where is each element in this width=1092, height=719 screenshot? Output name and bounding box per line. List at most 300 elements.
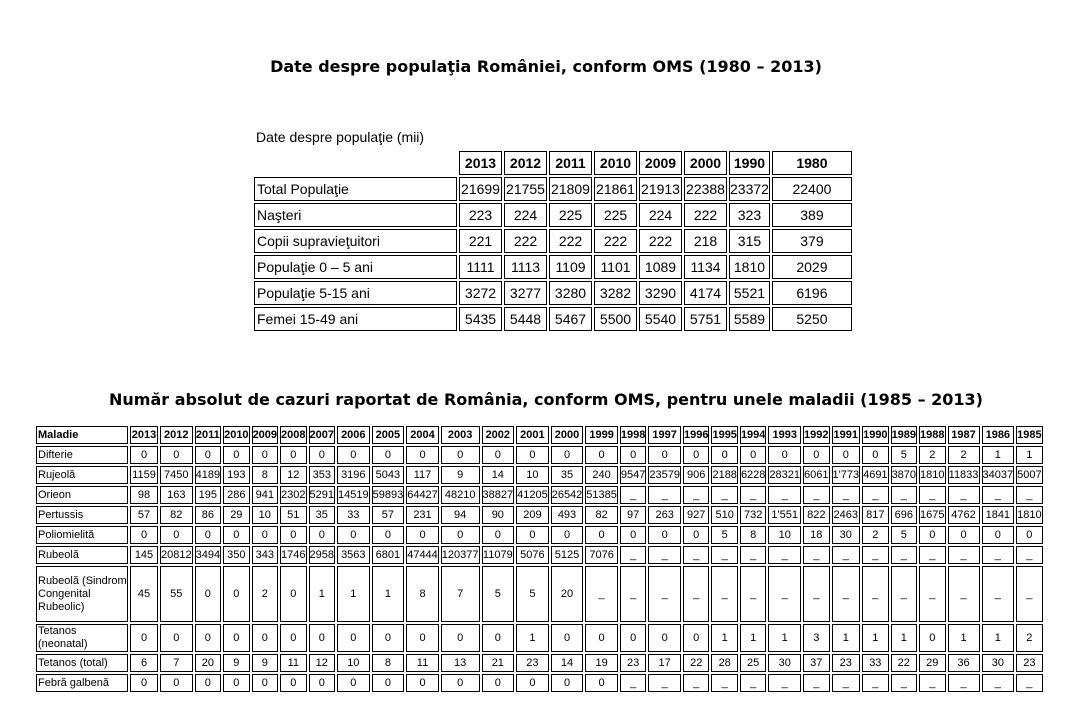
disease-cell: 0 bbox=[585, 674, 618, 692]
disease-cell: 5291 bbox=[309, 486, 335, 504]
disease-cell: 82 bbox=[585, 506, 618, 524]
population-cell: 21755 bbox=[504, 177, 547, 201]
disease-cell: 0 bbox=[516, 674, 549, 692]
disease-cell: 1 bbox=[982, 624, 1015, 652]
disease-cell: 696 bbox=[891, 506, 917, 524]
population-cell: 5751 bbox=[684, 307, 727, 331]
disease-cell: 37 bbox=[803, 654, 829, 672]
disease-cell: 35 bbox=[309, 506, 335, 524]
disease-cell: _ bbox=[948, 566, 980, 622]
diseases-header-label: Maladie bbox=[36, 426, 128, 444]
diseases-table bbox=[34, 424, 1045, 694]
population-header-empty bbox=[254, 151, 457, 175]
diseases-year-header: 2004 bbox=[406, 426, 439, 444]
diseases-year-header: 2011 bbox=[195, 426, 221, 444]
disease-cell: 1675 bbox=[919, 506, 945, 524]
population-row bbox=[254, 229, 852, 253]
disease-cell: 0 bbox=[372, 446, 405, 464]
disease-cell: 3870 bbox=[891, 466, 917, 484]
disease-cell: 0 bbox=[551, 674, 584, 692]
disease-cell: 493 bbox=[551, 506, 584, 524]
disease-cell: 0 bbox=[585, 624, 618, 652]
disease-cell: _ bbox=[648, 566, 681, 622]
disease-cell: 14 bbox=[551, 654, 584, 672]
disease-cell: 23579 bbox=[648, 466, 681, 484]
disease-cell: 25 bbox=[740, 654, 766, 672]
diseases-row bbox=[36, 674, 1043, 692]
population-cell: 223 bbox=[459, 203, 502, 227]
disease-cell: 343 bbox=[252, 546, 278, 564]
disease-cell: _ bbox=[620, 674, 646, 692]
population-cell: 1109 bbox=[549, 255, 592, 279]
disease-cell: 263 bbox=[648, 506, 681, 524]
disease-cell: 0 bbox=[406, 624, 439, 652]
disease-cell: _ bbox=[862, 674, 888, 692]
diseases-year-header: 1987 bbox=[948, 426, 980, 444]
population-year-header: 2011 bbox=[549, 151, 592, 175]
disease-cell: 927 bbox=[683, 506, 709, 524]
disease-cell: 0 bbox=[516, 526, 549, 544]
population-row bbox=[254, 281, 852, 305]
diseases-row bbox=[36, 466, 1043, 484]
disease-cell: 0 bbox=[337, 446, 370, 464]
disease-cell: 822 bbox=[803, 506, 829, 524]
disease-cell: 8 bbox=[406, 566, 439, 622]
disease-cell: 2 bbox=[1016, 624, 1042, 652]
disease-cell: 2 bbox=[862, 526, 888, 544]
population-cell: 222 bbox=[504, 229, 547, 253]
diseases-row bbox=[36, 486, 1043, 504]
disease-cell: 350 bbox=[223, 546, 249, 564]
disease-cell: 7 bbox=[441, 566, 480, 622]
disease-cell: 0 bbox=[130, 674, 158, 692]
disease-cell: 2958 bbox=[309, 546, 335, 564]
disease-cell: 0 bbox=[337, 674, 370, 692]
disease-cell: 10 bbox=[768, 526, 801, 544]
population-cell: 3290 bbox=[639, 281, 682, 305]
population-cell: 5500 bbox=[594, 307, 637, 331]
disease-cell: 26542 bbox=[551, 486, 584, 504]
disease-cell: 1 bbox=[711, 624, 737, 652]
population-year-header: 2010 bbox=[594, 151, 637, 175]
disease-cell: _ bbox=[948, 674, 980, 692]
population-cell: 218 bbox=[684, 229, 727, 253]
disease-cell: 8 bbox=[740, 526, 766, 544]
disease-cell: _ bbox=[740, 674, 766, 692]
disease-cell: _ bbox=[648, 674, 681, 692]
disease-cell: 6 bbox=[130, 654, 158, 672]
disease-cell: 3 bbox=[803, 624, 829, 652]
disease-cell: 6061 bbox=[803, 466, 829, 484]
disease-cell: 0 bbox=[195, 624, 221, 652]
disease-cell: 0 bbox=[551, 446, 584, 464]
disease-cell: _ bbox=[740, 546, 766, 564]
disease-cell: 0 bbox=[441, 446, 480, 464]
population-cell: 221 bbox=[459, 229, 502, 253]
disease-cell: _ bbox=[832, 486, 861, 504]
disease-cell: _ bbox=[620, 546, 646, 564]
disease-cell: 0 bbox=[683, 446, 709, 464]
disease-cell: 0 bbox=[337, 624, 370, 652]
disease-cell: 35 bbox=[551, 466, 584, 484]
population-cell: 222 bbox=[594, 229, 637, 253]
disease-cell: _ bbox=[803, 566, 829, 622]
diseases-year-header: 2006 bbox=[337, 426, 370, 444]
disease-cell: 0 bbox=[160, 446, 193, 464]
disease-cell: _ bbox=[982, 486, 1015, 504]
disease-cell: 57 bbox=[130, 506, 158, 524]
diseases-row bbox=[36, 526, 1043, 544]
disease-cell: 0 bbox=[862, 446, 888, 464]
disease-cell: 0 bbox=[482, 526, 515, 544]
population-cell: 3277 bbox=[504, 281, 547, 305]
disease-cell: 0 bbox=[280, 446, 306, 464]
population-cell: 224 bbox=[639, 203, 682, 227]
disease-cell: 0 bbox=[441, 624, 480, 652]
disease-cell: 30 bbox=[768, 654, 801, 672]
population-cell: 3280 bbox=[549, 281, 592, 305]
disease-cell: _ bbox=[919, 546, 945, 564]
disease-cell: 1810 bbox=[919, 466, 945, 484]
disease-label: Febră galbenă bbox=[36, 674, 128, 692]
diseases-year-header: 1991 bbox=[832, 426, 861, 444]
disease-cell: 28321 bbox=[768, 466, 801, 484]
disease-cell: 6228 bbox=[740, 466, 766, 484]
disease-cell: 13 bbox=[441, 654, 480, 672]
disease-cell: _ bbox=[803, 486, 829, 504]
disease-cell: _ bbox=[648, 486, 681, 504]
disease-cell: _ bbox=[982, 546, 1015, 564]
disease-cell: 34037 bbox=[982, 466, 1015, 484]
disease-cell: _ bbox=[891, 566, 917, 622]
disease-cell: 1 bbox=[768, 624, 801, 652]
disease-cell: 7076 bbox=[585, 546, 618, 564]
disease-cell: 0 bbox=[683, 526, 709, 544]
disease-cell: 1841 bbox=[982, 506, 1015, 524]
disease-label: Difterie bbox=[36, 446, 128, 464]
disease-cell: 33 bbox=[337, 506, 370, 524]
disease-cell: 0 bbox=[280, 526, 306, 544]
disease-cell: _ bbox=[862, 486, 888, 504]
disease-cell: 0 bbox=[585, 526, 618, 544]
diseases-year-header: 2001 bbox=[516, 426, 549, 444]
disease-cell: 1746 bbox=[280, 546, 306, 564]
population-year-header: 2009 bbox=[639, 151, 682, 175]
population-cell: 225 bbox=[594, 203, 637, 227]
disease-cell: 11 bbox=[406, 654, 439, 672]
diseases-row bbox=[36, 506, 1043, 524]
disease-cell: 1 bbox=[982, 446, 1015, 464]
disease-cell: 0 bbox=[406, 674, 439, 692]
population-cell: 4174 bbox=[684, 281, 727, 305]
disease-cell: 20812 bbox=[160, 546, 193, 564]
disease-cell: 732 bbox=[740, 506, 766, 524]
disease-cell: _ bbox=[683, 546, 709, 564]
population-cell: 5448 bbox=[504, 307, 547, 331]
disease-cell: _ bbox=[803, 546, 829, 564]
diseases-header-row bbox=[36, 426, 1043, 444]
disease-label: Tetanos (total) bbox=[36, 654, 128, 672]
disease-cell: _ bbox=[919, 674, 945, 692]
diseases-year-header: 1989 bbox=[891, 426, 917, 444]
disease-cell: 2463 bbox=[832, 506, 861, 524]
disease-cell: 0 bbox=[337, 526, 370, 544]
population-cell: 21809 bbox=[549, 177, 592, 201]
disease-cell: 41205 bbox=[516, 486, 549, 504]
diseases-year-header: 2005 bbox=[372, 426, 405, 444]
disease-cell: 1 bbox=[891, 624, 917, 652]
disease-cell: 0 bbox=[441, 526, 480, 544]
disease-cell: 23 bbox=[516, 654, 549, 672]
disease-cell: _ bbox=[648, 546, 681, 564]
disease-cell: 0 bbox=[585, 446, 618, 464]
population-cell: 23372 bbox=[729, 177, 770, 201]
disease-cell: 4762 bbox=[948, 506, 980, 524]
disease-cell: _ bbox=[803, 674, 829, 692]
disease-cell: 0 bbox=[620, 446, 646, 464]
disease-cell: 5076 bbox=[516, 546, 549, 564]
population-cell: 1134 bbox=[684, 255, 727, 279]
disease-cell: 1'551 bbox=[768, 506, 801, 524]
population-cell: 389 bbox=[772, 203, 852, 227]
population-cell: 315 bbox=[729, 229, 770, 253]
disease-cell: 817 bbox=[862, 506, 888, 524]
disease-cell: 51385 bbox=[585, 486, 618, 504]
disease-cell: 94 bbox=[441, 506, 480, 524]
diseases-year-header: 2009 bbox=[252, 426, 278, 444]
diseases-year-header: 1992 bbox=[803, 426, 829, 444]
diseases-row bbox=[36, 624, 1043, 652]
disease-cell: 2188 bbox=[711, 466, 737, 484]
disease-cell: _ bbox=[711, 546, 737, 564]
disease-cell: 5 bbox=[711, 526, 737, 544]
disease-cell: 0 bbox=[516, 446, 549, 464]
population-year-header: 1990 bbox=[729, 151, 770, 175]
disease-cell: 51 bbox=[280, 506, 306, 524]
diseases-year-header: 2012 bbox=[160, 426, 193, 444]
disease-cell: _ bbox=[1016, 546, 1042, 564]
disease-cell: 0 bbox=[982, 526, 1015, 544]
population-title: Date despre populaţia României, conform OMS (1980 – 2013) bbox=[270, 57, 822, 76]
disease-cell: _ bbox=[768, 566, 801, 622]
population-cell: 5250 bbox=[772, 307, 852, 331]
disease-cell: 21 bbox=[482, 654, 515, 672]
disease-cell: _ bbox=[768, 674, 801, 692]
population-cell: 1810 bbox=[729, 255, 770, 279]
disease-cell: _ bbox=[768, 486, 801, 504]
population-cell: 22388 bbox=[684, 177, 727, 201]
diseases-year-header: 1993 bbox=[768, 426, 801, 444]
disease-cell: 906 bbox=[683, 466, 709, 484]
disease-cell: 0 bbox=[711, 446, 737, 464]
disease-cell: 0 bbox=[919, 624, 945, 652]
population-cell: 5589 bbox=[729, 307, 770, 331]
disease-cell: 0 bbox=[768, 446, 801, 464]
disease-cell: _ bbox=[683, 566, 709, 622]
disease-cell: 0 bbox=[280, 566, 306, 622]
diseases-year-header: 1997 bbox=[648, 426, 681, 444]
disease-cell: 3196 bbox=[337, 466, 370, 484]
disease-cell: 48210 bbox=[441, 486, 480, 504]
disease-cell: 17 bbox=[648, 654, 681, 672]
disease-cell: 5125 bbox=[551, 546, 584, 564]
disease-cell: 0 bbox=[683, 624, 709, 652]
population-cell: 3282 bbox=[594, 281, 637, 305]
disease-cell: 9 bbox=[223, 654, 249, 672]
population-cell: 323 bbox=[729, 203, 770, 227]
disease-label: Poliomielită bbox=[36, 526, 128, 544]
disease-label: Rubeolă bbox=[36, 546, 128, 564]
disease-cell: 0 bbox=[372, 526, 405, 544]
disease-cell: 23 bbox=[620, 654, 646, 672]
population-row bbox=[254, 307, 852, 331]
disease-cell: 120377 bbox=[441, 546, 480, 564]
disease-cell: 29 bbox=[919, 654, 945, 672]
disease-cell: _ bbox=[948, 486, 980, 504]
diseases-year-header: 2013 bbox=[130, 426, 158, 444]
disease-cell: 286 bbox=[223, 486, 249, 504]
disease-cell: 0 bbox=[130, 624, 158, 652]
disease-cell: 193 bbox=[223, 466, 249, 484]
disease-cell: _ bbox=[740, 566, 766, 622]
disease-cell: 353 bbox=[309, 466, 335, 484]
disease-cell: _ bbox=[832, 566, 861, 622]
disease-cell: 6801 bbox=[372, 546, 405, 564]
disease-cell: 2 bbox=[919, 446, 945, 464]
disease-cell: 20 bbox=[551, 566, 584, 622]
disease-cell: 64427 bbox=[406, 486, 439, 504]
disease-cell: 1159 bbox=[130, 466, 158, 484]
disease-cell: 0 bbox=[195, 566, 221, 622]
disease-cell: 1 bbox=[1016, 446, 1042, 464]
disease-cell: 2302 bbox=[280, 486, 306, 504]
disease-cell: 8 bbox=[252, 466, 278, 484]
disease-cell: 0 bbox=[482, 674, 515, 692]
diseases-row bbox=[36, 546, 1043, 564]
population-row-label: Populaţie 0 – 5 ani bbox=[254, 255, 457, 279]
disease-cell: 0 bbox=[551, 526, 584, 544]
disease-cell: 4189 bbox=[195, 466, 221, 484]
diseases-year-header: 1996 bbox=[683, 426, 709, 444]
disease-cell: 98 bbox=[130, 486, 158, 504]
disease-cell: 163 bbox=[160, 486, 193, 504]
disease-cell: 9547 bbox=[620, 466, 646, 484]
disease-cell: 0 bbox=[160, 624, 193, 652]
population-cell: 22400 bbox=[772, 177, 852, 201]
population-year-header: 2000 bbox=[684, 151, 727, 175]
diseases-row bbox=[36, 446, 1043, 464]
disease-cell: 0 bbox=[160, 674, 193, 692]
disease-cell: 97 bbox=[620, 506, 646, 524]
disease-cell: 5 bbox=[482, 566, 515, 622]
disease-cell: 14 bbox=[482, 466, 515, 484]
disease-cell: _ bbox=[862, 566, 888, 622]
population-cell: 222 bbox=[639, 229, 682, 253]
disease-cell: 10 bbox=[337, 654, 370, 672]
diseases-row bbox=[36, 654, 1043, 672]
population-row-label: Naşteri bbox=[254, 203, 457, 227]
disease-cell: 145 bbox=[130, 546, 158, 564]
disease-cell: 1 bbox=[740, 624, 766, 652]
disease-cell: 4691 bbox=[862, 466, 888, 484]
disease-cell: 0 bbox=[309, 446, 335, 464]
disease-cell: _ bbox=[711, 486, 737, 504]
disease-cell: 5043 bbox=[372, 466, 405, 484]
disease-cell: 10 bbox=[252, 506, 278, 524]
disease-cell: 1'773 bbox=[832, 466, 861, 484]
population-year-header: 1980 bbox=[772, 151, 852, 175]
disease-cell: _ bbox=[768, 546, 801, 564]
disease-cell: 22 bbox=[891, 654, 917, 672]
disease-cell: 12 bbox=[309, 654, 335, 672]
disease-cell: _ bbox=[948, 546, 980, 564]
population-cell: 2029 bbox=[772, 255, 852, 279]
population-cell: 1101 bbox=[594, 255, 637, 279]
diseases-year-header: 1990 bbox=[862, 426, 888, 444]
disease-cell: _ bbox=[1016, 486, 1042, 504]
diseases-year-header: 1986 bbox=[982, 426, 1015, 444]
disease-cell: 0 bbox=[309, 624, 335, 652]
disease-cell: 0 bbox=[223, 624, 249, 652]
disease-cell: _ bbox=[832, 674, 861, 692]
disease-cell: 11833 bbox=[948, 466, 980, 484]
disease-cell: 0 bbox=[195, 674, 221, 692]
disease-cell: 29 bbox=[223, 506, 249, 524]
disease-cell: 5 bbox=[891, 526, 917, 544]
population-cell: 5435 bbox=[459, 307, 502, 331]
population-row-label: Copii supravieţuitori bbox=[254, 229, 457, 253]
disease-cell: 20 bbox=[195, 654, 221, 672]
diseases-year-header: 1994 bbox=[740, 426, 766, 444]
disease-cell: 0 bbox=[482, 624, 515, 652]
disease-cell: 0 bbox=[803, 446, 829, 464]
disease-cell: 0 bbox=[252, 526, 278, 544]
disease-cell: 86 bbox=[195, 506, 221, 524]
disease-cell: 240 bbox=[585, 466, 618, 484]
disease-cell: 0 bbox=[223, 446, 249, 464]
disease-cell: 59893 bbox=[372, 486, 405, 504]
disease-cell: 19 bbox=[585, 654, 618, 672]
disease-cell: 2 bbox=[948, 446, 980, 464]
disease-cell: _ bbox=[891, 486, 917, 504]
diseases-row bbox=[36, 566, 1043, 622]
population-cell: 225 bbox=[549, 203, 592, 227]
disease-cell: _ bbox=[982, 674, 1015, 692]
population-cell: 5467 bbox=[549, 307, 592, 331]
population-cell: 379 bbox=[772, 229, 852, 253]
disease-cell: _ bbox=[862, 546, 888, 564]
disease-cell: 1 bbox=[372, 566, 405, 622]
diseases-year-header: 2000 bbox=[551, 426, 584, 444]
disease-cell: 0 bbox=[482, 446, 515, 464]
disease-cell: 1 bbox=[337, 566, 370, 622]
population-year-header: 2012 bbox=[504, 151, 547, 175]
disease-cell: 11079 bbox=[482, 546, 515, 564]
disease-cell: 1 bbox=[516, 624, 549, 652]
disease-cell: 0 bbox=[372, 674, 405, 692]
disease-cell: 0 bbox=[195, 526, 221, 544]
disease-cell: _ bbox=[585, 566, 618, 622]
population-cell: 222 bbox=[684, 203, 727, 227]
disease-cell: 5 bbox=[516, 566, 549, 622]
disease-cell: 231 bbox=[406, 506, 439, 524]
disease-cell: _ bbox=[1016, 566, 1042, 622]
disease-label: Pertussis bbox=[36, 506, 128, 524]
disease-cell: 30 bbox=[982, 654, 1015, 672]
diseases-title: Număr absolut de cazuri raportat de România, conform OMS, pentru unele maladii (1985 – 2013) bbox=[109, 390, 983, 409]
disease-cell: _ bbox=[919, 566, 945, 622]
population-row bbox=[254, 177, 852, 201]
